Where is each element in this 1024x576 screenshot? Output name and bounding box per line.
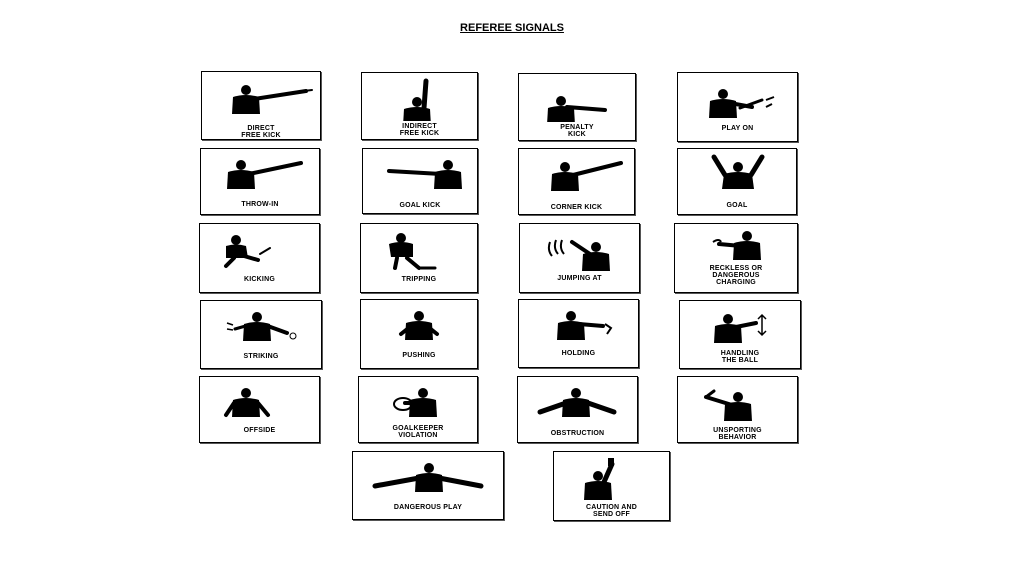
signal-label: RECKLESS OR DANGEROUS CHARGING xyxy=(709,265,763,286)
signal-label: JUMPING AT xyxy=(557,275,602,282)
signal-label: INDIRECT FREE KICK xyxy=(399,123,440,137)
signal-label: KICKING xyxy=(244,276,275,283)
signal-label: PUSHING xyxy=(402,352,436,359)
signal-label: CORNER KICK xyxy=(550,204,603,211)
page-title: REFEREE SIGNALS xyxy=(460,22,564,34)
signal-label: OFFSIDE xyxy=(243,427,276,434)
signal-card xyxy=(200,300,322,369)
signal-card xyxy=(518,299,639,368)
signal-label: TRIPPING xyxy=(401,276,437,283)
signal-card xyxy=(518,148,635,215)
signal-card xyxy=(674,223,798,293)
signal-label: PENALTY KICK xyxy=(560,124,594,138)
signal-card xyxy=(362,148,478,214)
signal-label: HOLDING xyxy=(561,350,596,357)
signal-card xyxy=(360,299,478,369)
signal-card xyxy=(358,376,478,443)
signal-label: PLAY ON xyxy=(721,125,754,132)
signal-label: DIRECT FREE KICK xyxy=(241,125,281,139)
signal-label: GOAL KICK xyxy=(399,202,441,209)
signal-card xyxy=(553,451,670,521)
signal-card xyxy=(677,376,798,443)
signal-card xyxy=(677,148,797,215)
signal-label: UNSPORTING BEHAVIOR xyxy=(713,427,762,441)
signal-card xyxy=(201,71,321,140)
signal-card xyxy=(199,376,320,443)
signal-card xyxy=(199,223,320,293)
signal-card xyxy=(679,300,801,369)
signal-card xyxy=(519,223,640,293)
signal-card xyxy=(361,72,478,140)
signal-card xyxy=(518,73,636,141)
signal-label: GOAL xyxy=(726,202,748,209)
signal-card xyxy=(352,451,504,520)
signal-label: DANGEROUS PLAY xyxy=(393,504,463,511)
signal-card xyxy=(517,376,638,443)
signal-card xyxy=(360,223,478,293)
signal-card xyxy=(677,72,798,142)
signal-label: GOALKEEPER VIOLATION xyxy=(392,425,444,439)
signal-label: OBSTRUCTION xyxy=(550,430,605,437)
signal-label: THROW-IN xyxy=(241,201,279,208)
signal-label: STRIKING xyxy=(243,353,279,360)
signal-label: HANDLING THE BALL xyxy=(720,350,760,364)
signal-label: CAUTION AND SEND OFF xyxy=(586,504,637,518)
signal-card xyxy=(200,148,320,215)
